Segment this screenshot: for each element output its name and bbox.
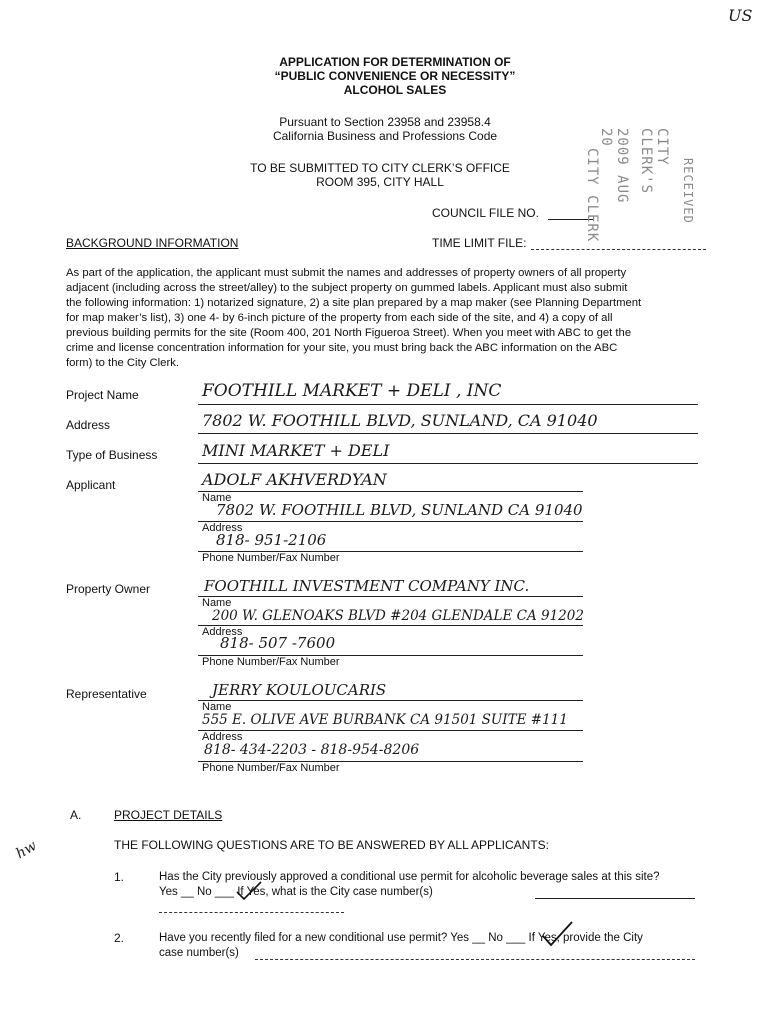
question-1-line-1: Has the City previously approved a conditional use permit for alcoholic beverage sales at this site? xyxy=(159,871,660,883)
representative-label: Representative xyxy=(66,687,147,701)
question-2-line-1: Have you recently filed for a new conditional use permit? Yes __ No ___ If Yes, provide the City xyxy=(159,932,643,944)
question-1-number: 1. xyxy=(114,870,125,884)
project-name-label: Project Name xyxy=(66,388,139,402)
section-a-instruction: THE FOLLOWING QUESTIONS ARE TO BE ANSWERED BY ALL APPLICANTS: xyxy=(114,838,550,852)
stamp-city-clerks: CITY CLERK'S xyxy=(638,128,670,195)
para-line: form) to the City Clerk. xyxy=(66,357,179,369)
rep-phone-value: 818- 434-2203 - 818-954-8206 xyxy=(204,742,420,758)
business-type-line xyxy=(198,463,698,464)
owner-name-value: FOOTHILL INVESTMENT COMPANY INC. xyxy=(204,577,530,595)
rep-phone-caption: Phone Number/Fax Number xyxy=(202,762,340,774)
submit-line-2: ROOM 395, CITY HALL xyxy=(316,175,444,189)
para-line: previous building permits for the site (Room 400, 201 North Figueroa Street). When you meet with ABC to get the xyxy=(66,327,632,339)
time-limit-label: TIME LIMIT FILE: xyxy=(432,236,527,250)
applicant-phone-value: 818- 951-2106 xyxy=(216,531,327,549)
business-type-label: Type of Business xyxy=(66,448,158,462)
pursuant-block xyxy=(210,115,560,143)
owner-label: Property Owner xyxy=(66,582,151,596)
margin-handwritten-note: hw xyxy=(13,837,40,863)
question-1-line-2: Yes __ No ___ If Yes, what is the City case number(s) xyxy=(159,886,433,898)
applicant-name-line xyxy=(198,491,583,492)
business-type-value: MINI MARKET + DELI xyxy=(202,441,390,460)
submit-block xyxy=(220,161,540,189)
applicant-label: Applicant xyxy=(66,478,116,492)
stamp-received: RECEIVED xyxy=(681,158,695,224)
para-line: crime and license concentration information for your site, you must bring back the ABC information on the ABC xyxy=(66,342,618,354)
q1-case-number-line xyxy=(535,898,695,899)
para-line: for map maker’s list), 3) one 4- by 6-inch picture of the property from each side of the site, and 4) a copy of all xyxy=(66,312,613,324)
q1-case-number-line-2 xyxy=(159,912,344,913)
stamp-city-clerk: CITY CLERK xyxy=(584,148,600,243)
address-line xyxy=(198,433,698,434)
address-value: 7802 W. FOOTHILL BLVD, SUNLAND, CA 91040 xyxy=(202,411,598,430)
q2-case-number-line xyxy=(255,959,695,960)
applicant-name-caption: Name xyxy=(202,492,232,504)
rep-name-value: JERRY KOULOUCARIS xyxy=(212,681,387,699)
title-line-3: ALCOHOL SALES xyxy=(343,83,447,97)
applicant-address-caption: Address xyxy=(202,522,243,534)
question-2-line-2: case number(s) xyxy=(159,947,239,959)
form-title xyxy=(200,55,590,97)
applicant-address-line xyxy=(198,521,583,522)
owner-address-line xyxy=(198,625,583,626)
council-file-label: COUNCIL FILE NO. xyxy=(432,206,539,220)
rep-address-value: 555 E. OLIVE AVE BURBANK CA 91501 SUITE #111 xyxy=(202,712,568,728)
rep-address-caption: Address xyxy=(202,731,243,743)
applicant-address-value: 7802 W. FOOTHILL BLVD, SUNLAND CA 91040 xyxy=(216,501,583,519)
para-line: the following information: 1) notarized signature, 2) a site plan prepared by a map maker (see Planning Department xyxy=(66,297,642,309)
owner-address-caption: Address xyxy=(202,626,243,638)
rep-name-caption: Name xyxy=(202,701,232,713)
q1-no-checkmark-icon xyxy=(234,880,264,902)
applicant-phone-caption: Phone Number/Fax Number xyxy=(202,552,340,564)
owner-name-caption: Name xyxy=(202,597,232,609)
owner-name-line xyxy=(198,596,583,597)
project-name-value: FOOTHILL MARKET + DELI , INC xyxy=(202,381,502,401)
section-a-heading: PROJECT DETAILS xyxy=(114,808,223,822)
corner-handwritten-mark: US xyxy=(728,6,753,25)
title-line-1: APPLICATION FOR DETERMINATION OF xyxy=(279,55,511,69)
para-line: adjacent (including across the street/alley) to the subject property on gummed labels. Applicant must also submit xyxy=(66,282,628,294)
section-a-letter: A. xyxy=(70,808,82,822)
pursuant-line-1: Pursuant to Section 23958 and 23958.4 xyxy=(279,115,491,129)
address-label: Address xyxy=(66,418,111,432)
stamp-date: 2009 AUG 20 xyxy=(598,128,630,204)
background-paragraph xyxy=(66,266,706,371)
title-line-2: “PUBLIC CONVENIENCE OR NECESSITY” xyxy=(274,69,516,83)
q2-no-checkmark-icon xyxy=(540,920,574,948)
pursuant-line-2: California Business and Professions Code xyxy=(272,129,498,143)
para-line: As part of the application, the applicant must submit the names and addresses of property owners of all property xyxy=(66,267,627,279)
owner-address-value: 200 W. GLENOAKS BLVD #204 GLENDALE CA 91202 xyxy=(212,608,584,624)
applicant-name-value: ADOLF AKHVERDYAN xyxy=(202,470,387,489)
rep-name-line xyxy=(198,700,583,701)
owner-phone-caption: Phone Number/Fax Number xyxy=(202,656,340,668)
rep-address-line xyxy=(198,730,583,731)
submit-line-1: TO BE SUBMITTED TO CITY CLERK’S OFFICE xyxy=(250,161,510,175)
owner-phone-value: 818- 507 -7600 xyxy=(220,634,336,652)
received-stamp xyxy=(540,118,710,253)
background-heading: BACKGROUND INFORMATION xyxy=(66,236,239,250)
project-name-line xyxy=(198,404,698,405)
question-2-number: 2. xyxy=(114,931,125,945)
